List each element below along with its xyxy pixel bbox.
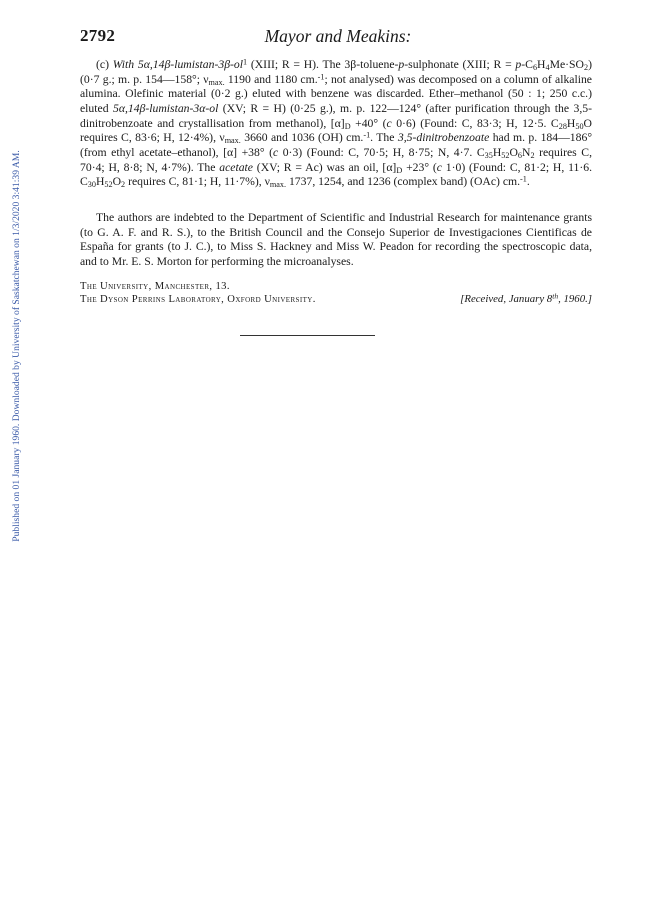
received-text: [Received, January 8 [460,293,553,306]
text-run: -sulphonate (XIII; R = [404,58,516,71]
subscript: 2 [530,150,535,160]
text-run: had m. p. 184—186° (from ethyl acetate–ethanol), [α] +38° ( [80,131,592,159]
text-run: O [509,145,518,159]
subscript: 30 [87,180,96,190]
text-run: (c) [96,58,113,71]
superscript: -1 [317,71,325,81]
superscript: th [552,291,559,301]
text-run: (XIII; R = H). The 3β-toluene- [247,58,399,71]
experimental-paragraph [80,58,592,190]
compound-name: acetate [219,160,253,174]
article-body [80,58,592,307]
subscript: 6 [532,63,538,73]
text-run: . [526,175,530,189]
running-title: Mayor and Meakins: [264,26,412,46]
text-run: N [522,145,531,159]
text-run: Me·SO [549,58,584,71]
superscript: -1 [520,174,527,184]
text-run: H [492,145,502,159]
superscript: -1 [363,130,371,140]
text-run: O [112,175,122,189]
subscript: 4 [545,63,550,73]
acknowledgement-paragraph: The authors are indebted to the Department of Scientific and Industrial Research for maintenance grants (to G. A. F. and R. S.), to the British Council and the Consejo Superior de Investigaciones Cientificas de España for grants (to J. C.), to Miss S. Hackney and Miss W. Peadon for recording the spectroscopic data, and to Mr. E. S. Morton for performing the microanalyses. [80,210,592,268]
page-number: 2792 [80,26,116,45]
text-run: H [95,175,105,189]
affiliation-manchester: The University, Manchester, 13. [80,280,230,292]
end-rule [240,335,375,336]
italic-symbol: c [436,160,442,174]
text-run: (XV; R = H) (0·25 g.), m. p. 122—124° (after purification through the 3,5-dinitrobenzoate and crystallisation from methanol), [α] [80,101,592,130]
compound-name: 3,5-dinitrobenzoate [397,131,490,145]
received-text: , 1960.] [558,293,592,306]
text-run: 0·6) (Found: C, 83·3; H, 12·5. C [391,116,559,130]
subscript: D [396,165,403,175]
subscript: max. [224,136,241,146]
subscript: 52 [104,180,113,190]
compound-name: 5α,14β-lumistan-3α-ol [112,101,219,115]
text-run: H [566,116,576,130]
subscript: 2 [121,180,126,190]
subscript: 52 [501,150,510,160]
text-run: 1190 and 1180 cm. [224,72,318,86]
subscript: 35 [484,150,493,160]
text-run: -C [521,58,533,71]
text-run: requires C, 70·4; H, 8·8; N, 4·7%). The [80,145,592,174]
received-date [460,293,592,307]
subscript: 2 [584,63,589,73]
italic-symbol: c [386,116,392,130]
affiliation-block [80,280,592,307]
italic-prefix: p [398,58,405,71]
text-run: . The [370,131,398,145]
affiliation-oxford-line [80,293,592,307]
text-run: 1737, 1254, and 1236 (complex band) (OAc) cm. [286,175,521,189]
subscript: max. [269,180,287,190]
italic-prefix: p [515,58,522,71]
text-run: ) (0·7 g.; m. p. 154—158°; ν [80,58,592,86]
subscript: max. [208,77,225,87]
text-run: requires C, 81·1; H, 11·7%), ν [125,175,270,189]
compound-name: With 5α,14β-lumistan-3β-ol [112,58,243,71]
text-run: +40° ( [350,116,387,130]
text-run: +23° ( [402,160,437,174]
text-run: 1·0) (Found: C, 81·2; H, 11·6. C [80,160,592,189]
text-run: H [537,58,546,71]
text-run: ; not analysed) was decomposed on a column of alkaline alumina. Olefinic material (0·2 g.) eluted with benzene was discarded. Ether–methanol (50 : 1; 250 c.c.) eluted [80,72,592,115]
text-run: 3660 and 1036 (OH) cm. [240,131,364,145]
download-watermark: Published on 01 January 1960. Downloaded by University of Saskatchewan on 1/3/2020 3:41:39 AM. [11,150,22,542]
subscript: 28 [558,121,567,131]
reference-superscript: 1 [243,57,248,67]
subscript: D [344,121,351,131]
affiliation-oxford: The Dyson Perrins Laboratory, Oxford University. [80,294,316,306]
subscript: 50 [575,121,584,131]
italic-symbol: c [272,145,279,159]
subscript: 6 [517,150,522,160]
page-header [80,26,596,50]
text-run: (XV; R = Ac) was an oil, [α] [252,160,397,174]
text-run: O requires C, 83·6; H, 12·4%), ν [80,116,592,145]
text-run: 0·3) (Found: C, 70·5; H, 8·75; N, 4·7. C [278,145,485,159]
